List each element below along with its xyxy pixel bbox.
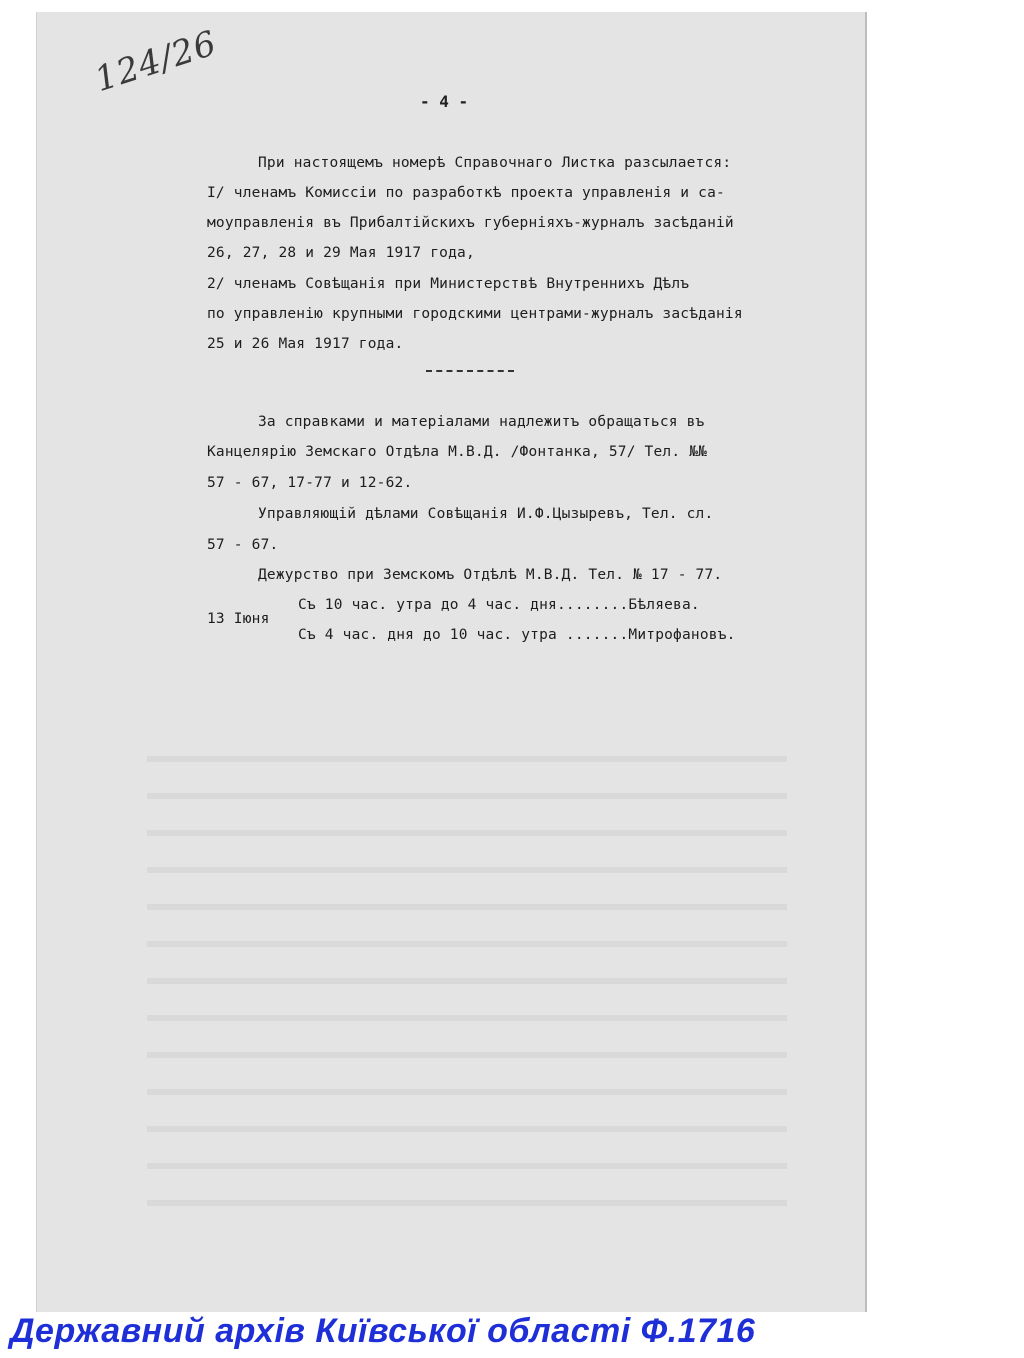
text-line: Съ 4 час. дня до 10 час. утра .......Митрофановъ. [298,627,736,643]
text-line: 57 - 67, 17-77 и 12-62. [207,475,413,491]
section-divider [426,370,514,372]
date-label: 13 Іюня [207,611,270,627]
text-line: Съ 10 час. утра до 4 час. дня........Бѣляева. [298,597,700,613]
handwritten-archive-number: 124/26 [90,23,222,101]
document-sheet [36,12,867,1312]
text-line: 2/ членамъ Совѣщанія при Министерствѣ Внутреннихъ Дѣлъ [207,276,690,292]
text-line: моуправленія въ Прибалтійскихъ губерніяхъ-журналъ засѣданій [207,215,734,231]
text-line: 26, 27, 28 и 29 Мая 1917 года, [207,245,475,261]
text-line: 25 и 26 Мая 1917 года. [207,336,404,352]
text-line: 57 - 67. [207,537,279,553]
text-line: I/ членамъ Комиссіи по разработкѣ проекта управленія и са- [207,185,725,201]
text-line: При настоящемъ номерѣ Справочнаго Листка разсылается: [258,155,732,171]
archive-caption: Державний архів Київської області Ф.1716 [10,1312,756,1350]
page-number: - 4 - [420,92,469,111]
text-line: Дежурство при Земскомъ Отдѣлѣ М.В.Д. Тел. № 17 - 77. [258,567,723,583]
text-line: по управленію крупными городскими центрами-журналъ засѣданія [207,306,743,322]
text-line: Управляющій дѣлами Совѣщанія И.Ф.Цызыревъ, Тел. сл. [258,506,714,522]
text-line: Канцелярію Земскаго Отдѣла М.В.Д. /Фонтанка, 57/ Тел. №№ [207,444,708,460]
bleed-through-texture [147,732,787,1232]
text-line: За справками и матеріалами надлежитъ обращаться въ [258,414,705,430]
